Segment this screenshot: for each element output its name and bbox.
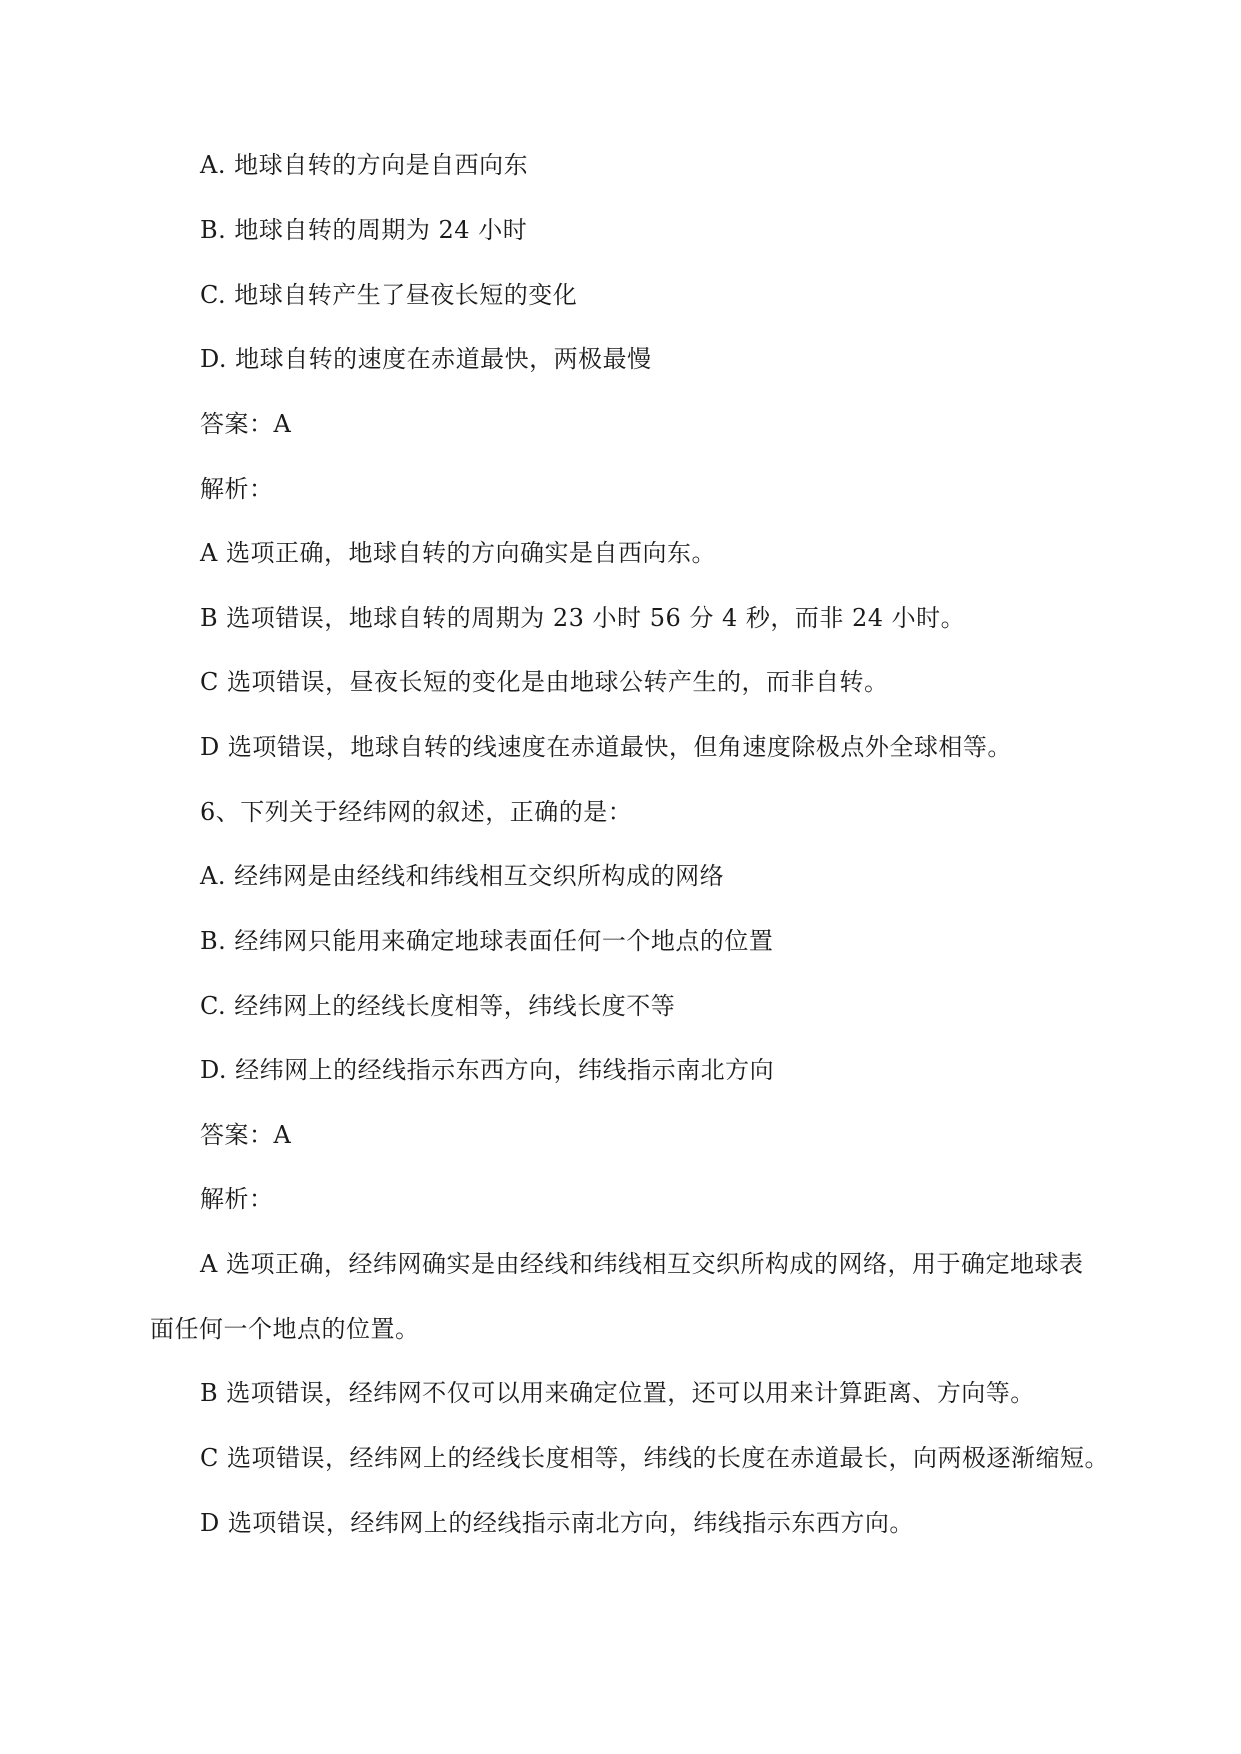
q6-answer: 答案：A: [200, 1121, 292, 1149]
q5-answer: 答案：A: [200, 410, 292, 438]
q6-analysis-c: C 选项错误，经纬网上的经线长度相等，纬线的长度在赤道最长，向两极逐渐缩短。: [200, 1444, 1109, 1472]
q5-option-c: C. 地球自转产生了昼夜长短的变化: [200, 281, 578, 309]
q5-option-b: B. 地球自转的周期为 24 小时: [200, 216, 528, 244]
q5-analysis-b: B 选项错误，地球自转的周期为 23 小时 56 分 4 秒，而非 24 小时。: [200, 604, 966, 632]
q5-analysis-a: A 选项正确，地球自转的方向确实是自西向东。: [200, 539, 716, 567]
q6-option-d: D. 经纬网上的经线指示东西方向，纬线指示南北方向: [200, 1056, 775, 1084]
q6-analysis-d: D 选项错误，经纬网上的经线指示南北方向，纬线指示东西方向。: [200, 1509, 914, 1537]
q6-analysis-b: B 选项错误，经纬网不仅可以用来确定位置，还可以用来计算距离、方向等。: [200, 1379, 1035, 1407]
q5-analysis-d: D 选项错误，地球自转的线速度在赤道最快，但角速度除极点外全球相等。: [200, 733, 1012, 761]
q6-option-c: C. 经纬网上的经线长度相等，纬线长度不等: [200, 992, 676, 1020]
q6-analysis-label: 解析：: [200, 1185, 274, 1213]
q6-analysis-a: A 选项正确，经纬网确实是由经线和纬线相互交织所构成的网络，用于确定地球表: [200, 1250, 1084, 1278]
q5-option-a: A. 地球自转的方向是自西向东: [200, 151, 529, 179]
q6-analysis-a-continued: 面任何一个地点的位置。: [150, 1315, 420, 1343]
q6-question: 6、下列关于经纬网的叙述，正确的是：: [200, 798, 633, 826]
q5-analysis-c: C 选项错误，昼夜长短的变化是由地球公转产生的，而非自转。: [200, 668, 889, 696]
q5-analysis-label: 解析：: [200, 475, 274, 503]
q6-option-a: A. 经纬网是由经线和纬线相互交织所构成的网络: [200, 862, 725, 890]
q6-option-b: B. 经纬网只能用来确定地球表面任何一个地点的位置: [200, 927, 774, 955]
q5-option-d: D. 地球自转的速度在赤道最快，两极最慢: [200, 345, 652, 373]
